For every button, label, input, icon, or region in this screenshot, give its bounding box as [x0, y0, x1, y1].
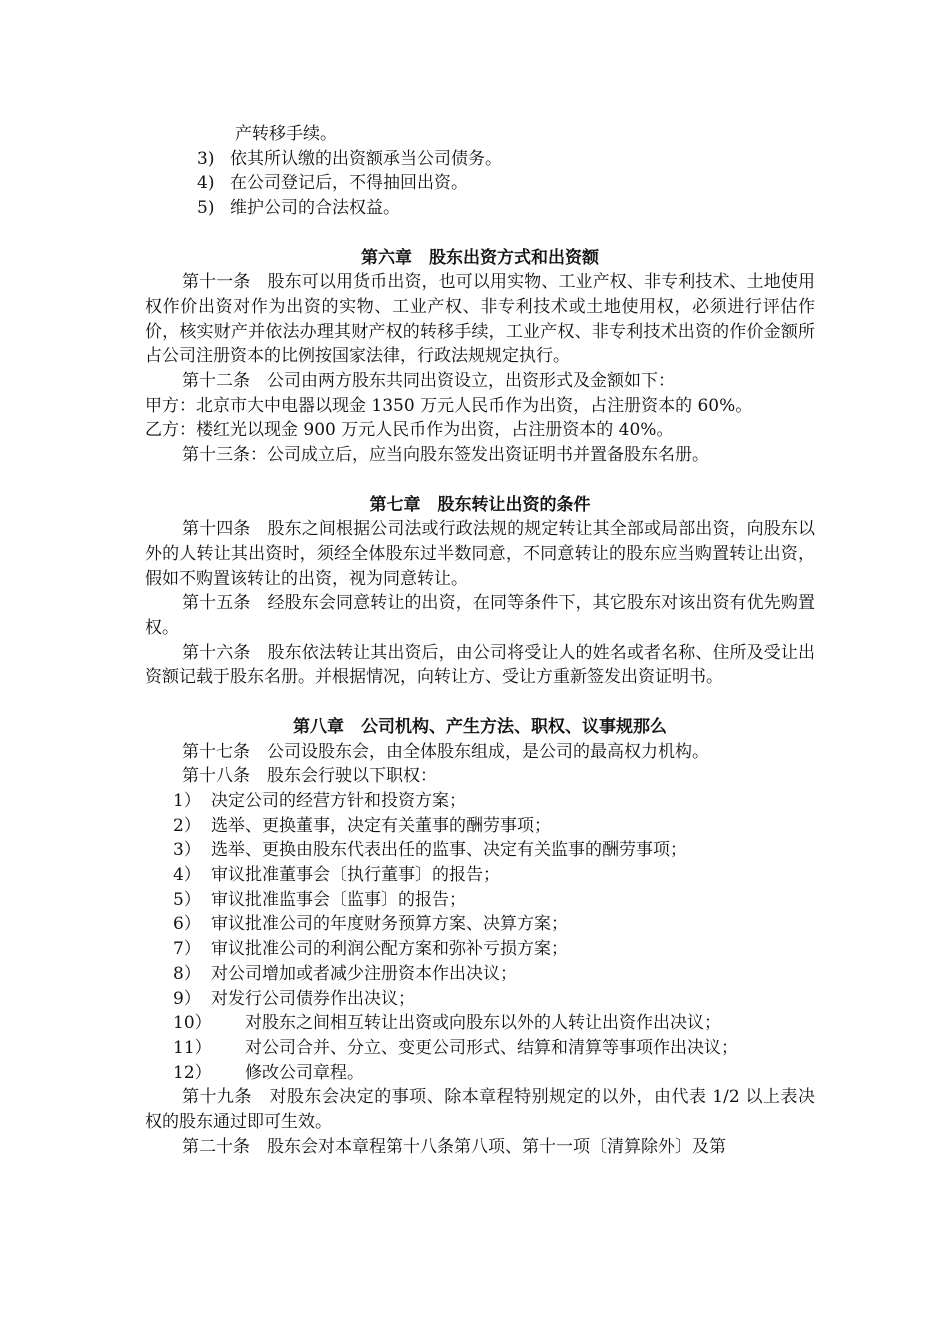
- list-text: 依其所认缴的出资额承当公司债务。: [230, 148, 502, 169]
- list-item: [145, 863, 815, 888]
- article-paragraph: 第十九条 对股东会决定的事项、除本章程特别规定的以外，由代表 1/2 以上表决权的股东通过即可生效。: [145, 1087, 815, 1133]
- list-number: 4）: [173, 865, 201, 886]
- chapter-heading: 第八章 公司机构、产生方法、职权、议事规那么: [293, 716, 667, 737]
- list-text: 审议批准监事会〔监事〕的报告；: [211, 889, 466, 910]
- article-paragraph: 第十三条：公司成立后，应当向股东签发出资证明书并置备股东名册。: [182, 445, 709, 466]
- list-text: 审议批准公司的年度财务预算方案、决算方案；: [211, 914, 568, 935]
- list-number: 3）: [173, 840, 201, 861]
- party-line: 乙方：楼红光以现金 900 万元人民币作为出资，占注册资本的 40%。: [145, 420, 674, 441]
- list-number: 7）: [173, 939, 201, 960]
- list-item: [145, 838, 815, 863]
- list-item: [145, 196, 815, 221]
- list-text: 选举、更换由股东代表出任的监事、决定有关监事的酬劳事项；: [211, 840, 687, 861]
- list-item: [145, 1061, 815, 1086]
- list-text: 对股东之间相互转让出资或向股东以外的人转让出资作出决议；: [245, 1013, 721, 1034]
- list-text: 对公司合并、分立、变更公司形式、结算和清算等事项作出决议；: [245, 1037, 738, 1058]
- list-item: [145, 962, 815, 987]
- list-text: 对发行公司债券作出决议；: [211, 988, 415, 1009]
- list-item: [145, 937, 815, 962]
- list-number: 1）: [173, 790, 201, 811]
- list-text: 对公司增加或者减少注册资本作出决议；: [211, 963, 517, 984]
- chapter-heading: 第七章 股东转让出资的条件: [369, 494, 591, 515]
- list-number: 8）: [173, 963, 201, 984]
- article-paragraph: 第十二条 公司由两方股东共同出资设立，出资形式及金额如下：: [182, 371, 675, 392]
- list-text: 决定公司的经营方针和投资方案；: [211, 790, 466, 811]
- list-text: 在公司登记后，不得抽回出资。: [230, 173, 468, 194]
- list-text: 审议批准公司的利润公配方案和弥补亏损方案；: [211, 939, 568, 960]
- list-item: [145, 888, 815, 913]
- list-item: [145, 171, 815, 196]
- party-line: 甲方：北京市大中电器以现金 1350 万元人民币作为出资，占注册资本的 60%。: [145, 395, 753, 416]
- article-paragraph: 第十五条 经股东会同意转让的出资，在同等条件下，其它股东对该出资有优先购置权。: [145, 593, 815, 639]
- article-paragraph: 第十八条 股东会行驶以下职权：: [182, 766, 437, 787]
- document-body: [145, 122, 815, 1159]
- list-number: 5): [197, 198, 215, 219]
- article-paragraph: 第十一条 股东可以用货币出资，也可以用实物、工业产权、非专利技术、土地使用权作价出资对作为出资的实物、工业产权、非专利技术或土地使用权，必须进行评估作价，核实财产并依法办理其财产权的转移手续，工业产权、非专利技术出资的作价金额所占公司注册资本的比例按国家法律，行政法规规定执行。: [145, 272, 815, 367]
- list-item: [145, 1011, 815, 1036]
- article-paragraph: 第二十条 股东会对本章程第十八条第八项、第十一项〔清算除外〕及第: [182, 1136, 726, 1157]
- list-number: 11）: [173, 1037, 212, 1058]
- list-text: 选举、更换董事，决定有关董事的酬劳事项；: [211, 815, 551, 836]
- article-paragraph: 第十七条 公司设股东会，由全体股东组成，是公司的最高权力机构。: [182, 741, 709, 762]
- list-item: [145, 912, 815, 937]
- list-item: [145, 814, 815, 839]
- article-paragraph: 第十四条 股东之间根据公司法或行政法规的规定转让其全部或局部出资，向股东以外的人转让其出资时，须经全体股东过半数同意，不同意转让的股东应当购置转让出资，假如不购置该转让的出资，视为同意转让。: [145, 519, 815, 589]
- list-number: 10）: [173, 1013, 212, 1034]
- list-number: 6）: [173, 914, 201, 935]
- list-text: 审议批准董事会〔执行董事〕的报告；: [211, 865, 500, 886]
- list-item: [145, 987, 815, 1012]
- list-item: [145, 789, 815, 814]
- list-number: 12）: [173, 1062, 212, 1083]
- list-item: [145, 147, 815, 172]
- article-paragraph: 第十六条 股东依法转让其出资后，由公司将受让人的姓名或者名称、住所及受让出资额记载于股东名册。并根据情况，向转让方、受让方重新签发出资证明书。: [145, 642, 815, 688]
- paragraph-continuation: 产转移手续。: [235, 124, 337, 144]
- list-item: [145, 1036, 815, 1061]
- list-number: 9）: [173, 988, 201, 1009]
- list-number: 2）: [173, 815, 201, 836]
- list-number: 3): [197, 148, 215, 169]
- list-text: 修改公司章程。: [245, 1062, 364, 1083]
- list-text: 维护公司的合法权益。: [230, 198, 400, 219]
- chapter-heading: 第六章 股东出资方式和出资额: [361, 247, 599, 268]
- list-number: 4): [197, 173, 215, 194]
- list-number: 5）: [173, 889, 201, 910]
